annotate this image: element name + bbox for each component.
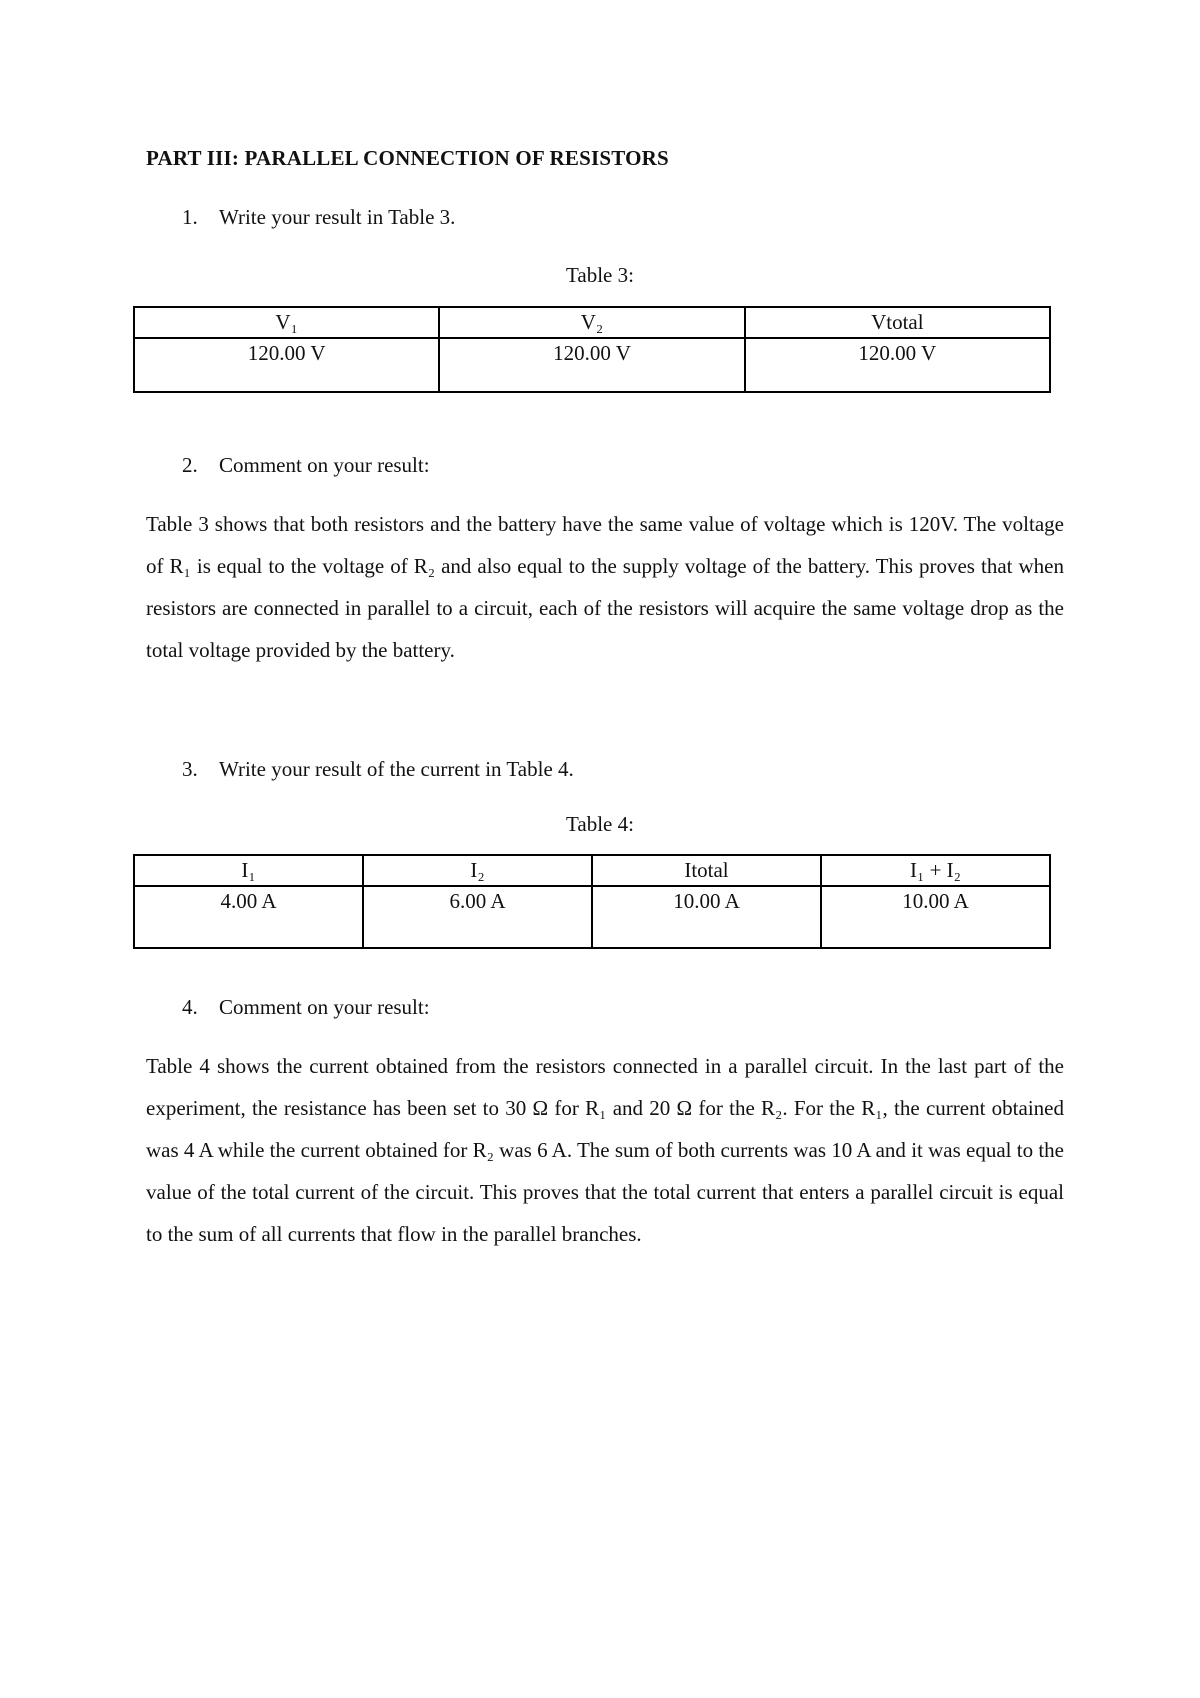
comment-paragraph-2: Table 4 shows the current obtained from the resistors connected in a parallel circuit. In the last part of the experiment, the resistance has been set to 30 Ω for R₁ and 20 Ω for the R₂. For the R₁, the current obtained was 4 A while the current obtained for R₂ was 6 A. The sum of both currents was 10 A and it was equal to the value of the total current of the circuit. This proves that the total current that enters a parallel circuit is equal to the sum of all currents that flow in the parallel branches.	[146, 1054, 1064, 1246]
list-item-4	[182, 995, 430, 1020]
table-cell: 6.00 A	[363, 886, 592, 948]
list-item-3	[182, 757, 574, 782]
list-text: Comment on your result:	[219, 995, 430, 1019]
table-4	[133, 854, 1051, 949]
table-cell: 120.00 V	[439, 338, 744, 392]
table-cell: 4.00 A	[134, 886, 363, 948]
table-cell: 10.00 A	[821, 886, 1050, 948]
list-text: Write your result in Table 3.	[219, 205, 456, 229]
table-header-row	[134, 307, 1050, 338]
table-header-cell: I₂	[363, 855, 592, 886]
table-cell: 10.00 A	[592, 886, 821, 948]
table-header-cell: V₁	[134, 307, 439, 338]
table-header-cell: Itotal	[592, 855, 821, 886]
table4-caption: Table 4:	[566, 812, 634, 836]
list-number: 2.	[182, 453, 198, 477]
list-number: 3.	[182, 757, 198, 781]
comment-paragraph-1: Table 3 shows that both resistors and the battery have the same value of voltage which is 120V. The voltage of R₁ is equal to the voltage of R₂ and also equal to the supply voltage of the battery. This proves that when resistors are connected in parallel to a circuit, each of the resistors will acquire the same voltage drop as the total voltage provided by the battery.	[146, 512, 1064, 662]
table-header-cell: I₁	[134, 855, 363, 886]
table-cell: 120.00 V	[745, 338, 1050, 392]
table-header-cell: V₂	[439, 307, 744, 338]
table3-caption: Table 3:	[566, 263, 634, 287]
table-3	[133, 306, 1051, 393]
list-item-2	[182, 453, 430, 478]
table-row	[134, 338, 1050, 392]
list-number: 4.	[182, 995, 198, 1019]
table-cell: 120.00 V	[134, 338, 439, 392]
table-header-cell: I₁ + I₂	[821, 855, 1050, 886]
list-text: Comment on your result:	[219, 453, 430, 477]
table-header-cell: Vtotal	[745, 307, 1050, 338]
table-row	[134, 886, 1050, 948]
table-header-row	[134, 855, 1050, 886]
list-item-1	[182, 205, 455, 230]
list-number: 1.	[182, 205, 198, 229]
section-heading: PART III: PARALLEL CONNECTION OF RESISTORS	[146, 146, 669, 170]
list-text: Write your result of the current in Table 4.	[219, 757, 574, 781]
